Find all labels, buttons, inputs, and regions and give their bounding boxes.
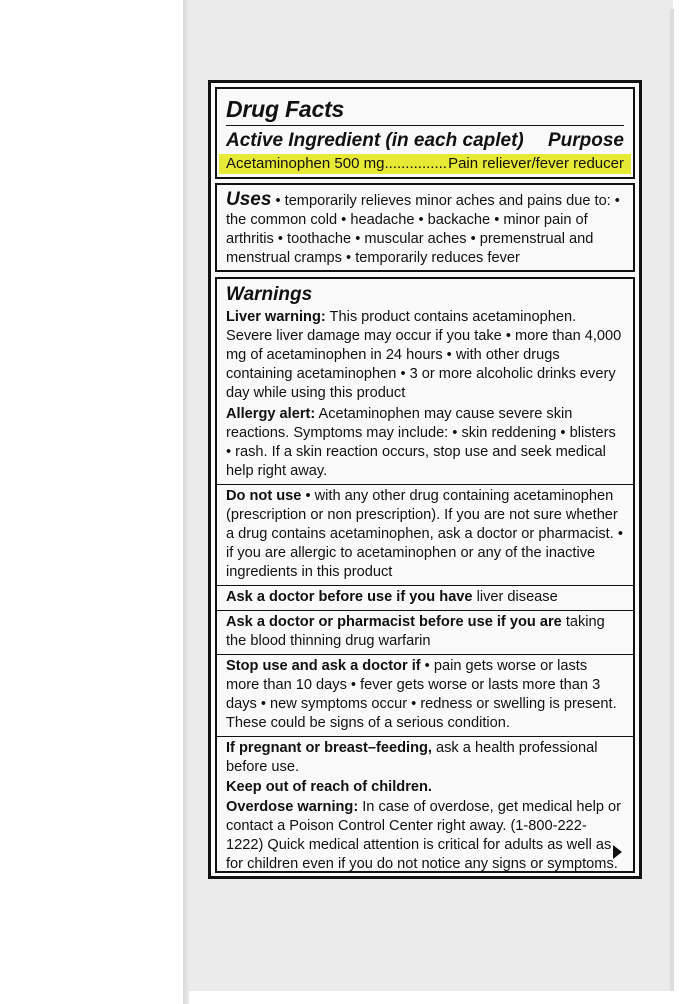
allergy-alert — [226, 405, 624, 481]
warnings-section — [215, 277, 635, 873]
stop-use — [217, 654, 633, 733]
pregnancy-warning — [226, 739, 624, 777]
do-not-use-text: • with any other drug containing acetaminophen (prescription or non prescription). If you are not sure whether a drug contains acetaminophen, ask a doctor or pharmacist. • if you are allergic to acetaminophen or any of the inactive ingredients in this product — [226, 488, 623, 580]
uses-heading: Uses — [226, 189, 272, 210]
pregnancy-text: ask a health professional before use. — [226, 740, 598, 775]
stop-use-label: Stop use and ask a doctor if — [226, 658, 421, 674]
ask-doctor-text: liver disease — [472, 589, 558, 605]
keep-out-of-reach — [226, 778, 624, 797]
uses-paragraph — [226, 190, 624, 268]
liver-warning — [226, 308, 624, 403]
liver-warning-text: This product contains acetaminophen. Severe liver damage may occur if you take • more than 4,000 mg of acetaminophen in 24 hours • with other drugs containing acetaminophen • 3 or more alcoholic drinks every day while using this product — [226, 309, 622, 401]
overdose-label: Overdose warning: — [226, 799, 359, 815]
drug-facts-label — [208, 80, 642, 879]
continue-arrow-icon — [613, 845, 622, 859]
keep-out-of-reach-label: Keep out of reach of children. — [226, 779, 432, 795]
ask-doctor-pharmacist-text: taking the blood thinning drug warfarin — [226, 614, 605, 649]
drug-facts-title: Drug Facts — [226, 96, 345, 122]
ingredient-name: Acetaminophen 500 mg — [226, 155, 385, 172]
do-not-use-label: Do not use — [226, 488, 302, 504]
active-ingredient-header-row — [226, 130, 624, 151]
pregnancy-label: If pregnant or breast–feeding, — [226, 740, 432, 756]
ask-doctor-pharmacist — [217, 610, 633, 651]
ingredient-row — [219, 154, 631, 174]
uses-section — [215, 183, 635, 272]
ask-doctor-pharmacist-label: Ask a doctor or pharmacist before use if you are — [226, 614, 562, 630]
purpose-heading: Purpose — [547, 130, 624, 151]
leader-dots: ............... — [384, 155, 447, 172]
uses-text: • temporarily relieves minor aches and pains due to: • the common cold • headache • backache • minor pain of arthritis • toothache • muscular aches • premenstrual and menstrual cramps • temporarily reduces fever — [226, 193, 620, 266]
stop-use-text: • pain gets worse or lasts more than 10 days • fever gets worse or lasts more than 3 days • new symptoms occur • redness or swelling is present. These could be signs of a serious condition. — [226, 658, 617, 731]
liver-warning-label: Liver warning: — [226, 309, 326, 325]
warnings-heading: Warnings — [226, 284, 313, 305]
ask-doctor-label: Ask a doctor before use if you have — [226, 589, 473, 605]
ask-doctor — [217, 585, 633, 607]
overdose-warning — [226, 798, 624, 874]
divider — [226, 125, 624, 126]
pregnancy-overdose-block — [217, 736, 633, 874]
allergy-alert-label: Allergy alert: — [226, 406, 316, 422]
drug-facts-header-section — [215, 87, 635, 179]
active-ingredient-heading: Active Ingredient (in each caplet) — [226, 130, 524, 151]
do-not-use — [217, 484, 633, 582]
package-right-edge — [670, 9, 674, 991]
overdose-text: In case of overdose, get medical help or contact a Poison Control Center right away. (1-800-222-1222) Quick medical attention is critical for adults as well as for children even if you do not notice any signs or symptoms. — [226, 799, 622, 872]
ingredient-purpose: Pain reliever/fever reducer — [448, 155, 624, 172]
allergy-alert-text: Acetaminophen may cause severe skin reactions. Symptoms may include: • skin reddening • blisters • rash. If a skin reaction occurs, stop use and seek medical help right away. — [226, 406, 616, 479]
